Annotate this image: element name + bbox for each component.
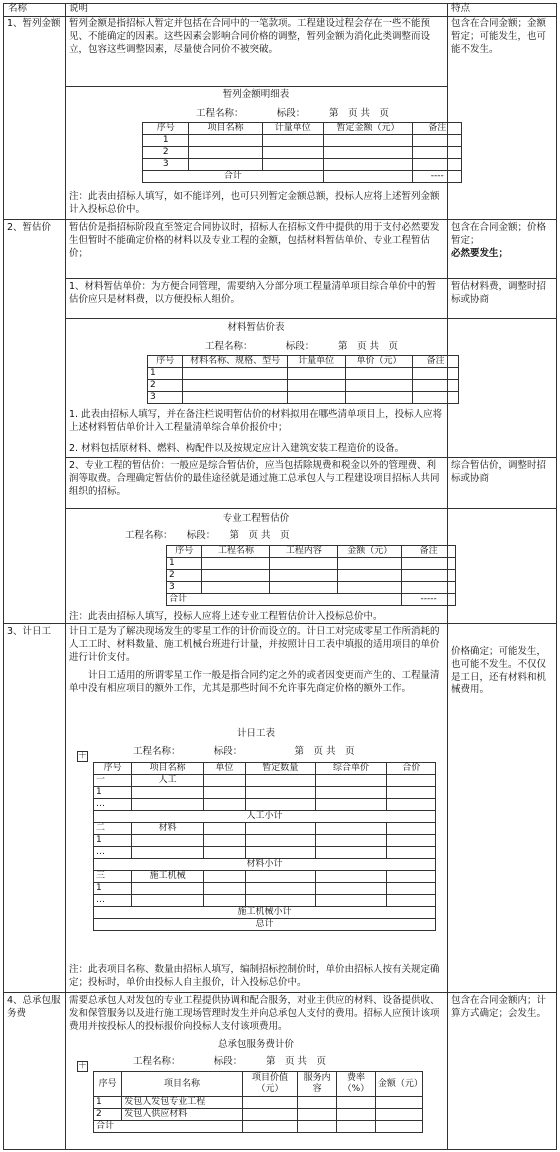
table-subtotal: 施工机械小计 [94,907,436,919]
col-header: 项目名称 [189,123,262,135]
header-feature: 特点 [451,3,471,14]
col-header: 费率（%） [337,1072,376,1097]
row1-table-title: 暂列金额明细表 [222,89,290,100]
col-header: 服务内容 [298,1072,337,1097]
row1-feature: 包含在合同金额；金额暂定；可能发生，也可能不发生。 [451,18,547,55]
table-cell: 三 [94,871,132,883]
col-header: 单位 [204,763,246,775]
row2-desc: 暂估价是指招标阶段直至签定合同协议时，招标人在招标文件中提供的用于支付必然要发生但暂时不能确定价格的材料以及专业工程的金额，包括材料暂估单价、专业工程暂估价； [69,222,440,259]
grid-line [3,16,557,17]
table-cell: 人工 [132,775,204,787]
row1-table-meta: 工程名称： 标段： 第 页 共 页 [196,108,390,119]
table-total: 合计 [143,171,324,183]
grid-line [556,3,557,1150]
row2-pro-note: 注：此表由招标人填写，投标人应将上述专业工程暂估价计入投标总价中。 [69,611,383,622]
row2-sub1: 1、材料暂估单价：为方便合同管理，需要纳入分部分项工程量清单项目综合单价中的暂估价应只是材料费，以方便投标人组价。 [69,281,437,305]
header-name: 名称 [8,3,28,14]
row4-meta: 工程名称： 标段： 第 页 共 页 [133,1056,327,1067]
row3-feature: 价格确定；可能发生，也可能不发生。不仅仅是工日，还有材料和机械费用。 [451,646,547,696]
grid-line [65,3,66,1150]
row2-mat-note2: 2. 材料包括原材料、燃料、构配件以及按规定应计入建筑安装工程造价的设备。 [69,443,405,454]
row3-desc2: 计日工适用的所谓零星工作一般是指合同约定之外的或者因变更而产生的、工程量清单中没有相应项目的额外工作，尤其是那些时间不允许事先商定价格的额外工作。 [69,670,440,694]
table-cell: 发包人供应材料 [122,1109,242,1121]
col-header: 备注 [413,356,459,368]
table-cell: … [94,847,132,859]
table-total: 总计 [94,919,436,931]
col-header: 金额（元） [338,546,402,558]
table-cell: 2 [167,570,202,582]
row2-mat-note1: 1. 此表由招标人填写，并在备注栏说明暂估价的材料拟用在哪些清单项目上，投标人应将上述材料暂估单价计入工程量清单综合单价报价中； [69,409,443,433]
grid-line [65,457,557,458]
row2-name: 2、暂估价 [7,222,52,233]
grid-line [65,86,448,87]
table-cell: … [94,895,132,907]
row4-service-fee-table [93,1071,423,1133]
row3-meta: 工程名称： 标段： 第 页 共 页 [133,746,355,757]
row4-desc: 需要总承包人对发包的专业工程提供协调和配合服务，对业主供应的材料、设备提供收、发和保管服务以及进行施工现场管理时发生并向总承包人支付的费用。招标人应预计该项费用并按投标人的投标报价向投标人支付该项费用。 [69,995,440,1032]
table-cell: 3 [143,159,189,171]
col-header: 合价 [387,763,436,775]
table-subtotal: 人工小计 [94,811,436,823]
table-cell: 发包人发包专业工程 [122,1097,242,1109]
col-header: 暂定数量 [245,763,315,775]
row1-desc: 暂列金额是指招标人暂定并包括在合同中的一笔款项。工程建设过程会存在一些不能预见、不能确定的因素。这些因素会影响合同价格的调整，暂列金额为消化此类调整而设立，包容这些调整因素，尽量使合同价不被突破。 [69,18,431,55]
table-cell: 材料 [132,823,204,835]
table-cell: 2 [143,147,189,159]
table-cell: 2 [148,380,183,392]
row2-pro-table [166,545,456,606]
row3-name: 3、计日工 [7,626,52,637]
row2-sub2: 2、专业工程的暂估价：一般应是综合暂估价，应当包括除规费和税金以外的管理费、利润等取费。合理确定暂估价的最佳途径就是通过施工总承包人与工程建设项目招标人共同组织的招标。 [69,460,440,497]
col-header: 单价（元） [345,356,413,368]
grid-line [65,318,557,319]
table-cell: 1 [94,1097,122,1109]
row1-name: 1、暂列金额 [7,18,61,29]
table-subtotal: 材料小计 [94,859,436,871]
col-header: 序号 [148,356,183,368]
table-cell: 1 [94,787,132,799]
table-cell: 3 [148,392,183,404]
table-cell: … [94,799,132,811]
table-cell: ----- [402,594,456,606]
table-cell: 2 [94,1109,122,1121]
row2-sub1-feature: 暂估材料费，调整时招标或协商 [451,281,547,305]
table-cell: 3 [167,582,202,594]
col-header: 工程名称 [202,546,270,558]
row3-note: 注：此表项目名称、数量由招标人填写，编制招标控制价时，单价由招标人按有关规定确定；投标时，单价由投标人自主报价，计入投标总价中。 [69,964,440,988]
row2-feature-a: 包含在合同金额；价格暂定； [451,222,547,246]
row4-feature: 包含在合同金额内；计算方式确定；会发生。 [451,995,547,1019]
col-header: 计量单位 [262,123,323,135]
row1-detail-table [142,122,462,183]
table-cell: 1 [94,835,132,847]
col-header: 材料名称、规格、型号 [183,356,287,368]
col-header: 工程内容 [270,546,338,558]
col-header: 备注 [402,546,456,558]
col-header: 暂定金额（元） [323,123,413,135]
grid-line [3,623,557,624]
plus-box-icon[interactable]: ＋ [78,751,88,761]
col-header: 项目价值（元） [242,1072,298,1097]
grid-line [3,992,557,993]
col-header: 金额（元） [375,1072,422,1097]
plus-box-icon[interactable]: ＋ [78,1061,88,1071]
table-cell: 一 [94,775,132,787]
grid-line [65,508,557,509]
row2-feature-b: 必然要发生； [451,248,509,259]
row2-mat-meta: 工程名称： 标段： 第 页 共 页 [205,341,399,352]
row2-material-table [147,355,459,404]
col-header: 序号 [94,1072,122,1097]
grid-line [3,3,4,1150]
header-desc: 说明 [69,3,89,14]
row4-name: 4、总承包服务费 [7,995,61,1019]
table-total: 合计 [94,1121,243,1133]
row2-mat-title: 材料暂估价表 [227,322,285,333]
row2-pro-title: 专业工程暂估价 [222,513,290,524]
col-header: 序号 [143,123,189,135]
table-cell: 施工机械 [132,871,204,883]
col-header: 计量单位 [287,356,345,368]
table-total: 合计 [167,594,402,606]
col-header: 备注 [413,123,462,135]
table-cell: ---- [413,171,462,183]
grid-line [65,278,557,279]
table-cell: 二 [94,823,132,835]
row3-dayworks-table [93,762,436,931]
table-cell: 1 [94,883,132,895]
row4-table-title: 总承包服务费计价 [217,1039,294,1050]
col-header: 综合单价 [315,763,387,775]
table-cell: 1 [148,368,183,380]
row3-table-title: 计日工表 [236,728,275,739]
col-header: 序号 [94,763,132,775]
row2-pro-meta: 工程名称： 标段： 第 页 共 页 [125,530,290,541]
row1-note: 注：此表由招标人填写，如不能详列，也可只列暂定金额总额，投标人应将上述暂列金额计入投标总价中。 [69,191,440,215]
table-cell: 1 [143,135,189,147]
grid-line [3,1149,557,1150]
grid-line [3,219,557,220]
col-header: 项目名称 [132,763,204,775]
col-header: 项目名称 [122,1072,242,1097]
row3-desc1: 计日工是为了解决现场发生的零星工作的计价而设立的。计日工对完成零星工作所消耗的人工工时、材料数量、施工机械台班进行计量，并按照计日工表中填报的适用项目的单价进行计价支付。 [69,626,440,663]
col-header: 序号 [167,546,202,558]
table-cell: 1 [167,558,202,570]
row2-sub2-feature: 综合暂估价，调整时招标或协商 [451,460,547,484]
